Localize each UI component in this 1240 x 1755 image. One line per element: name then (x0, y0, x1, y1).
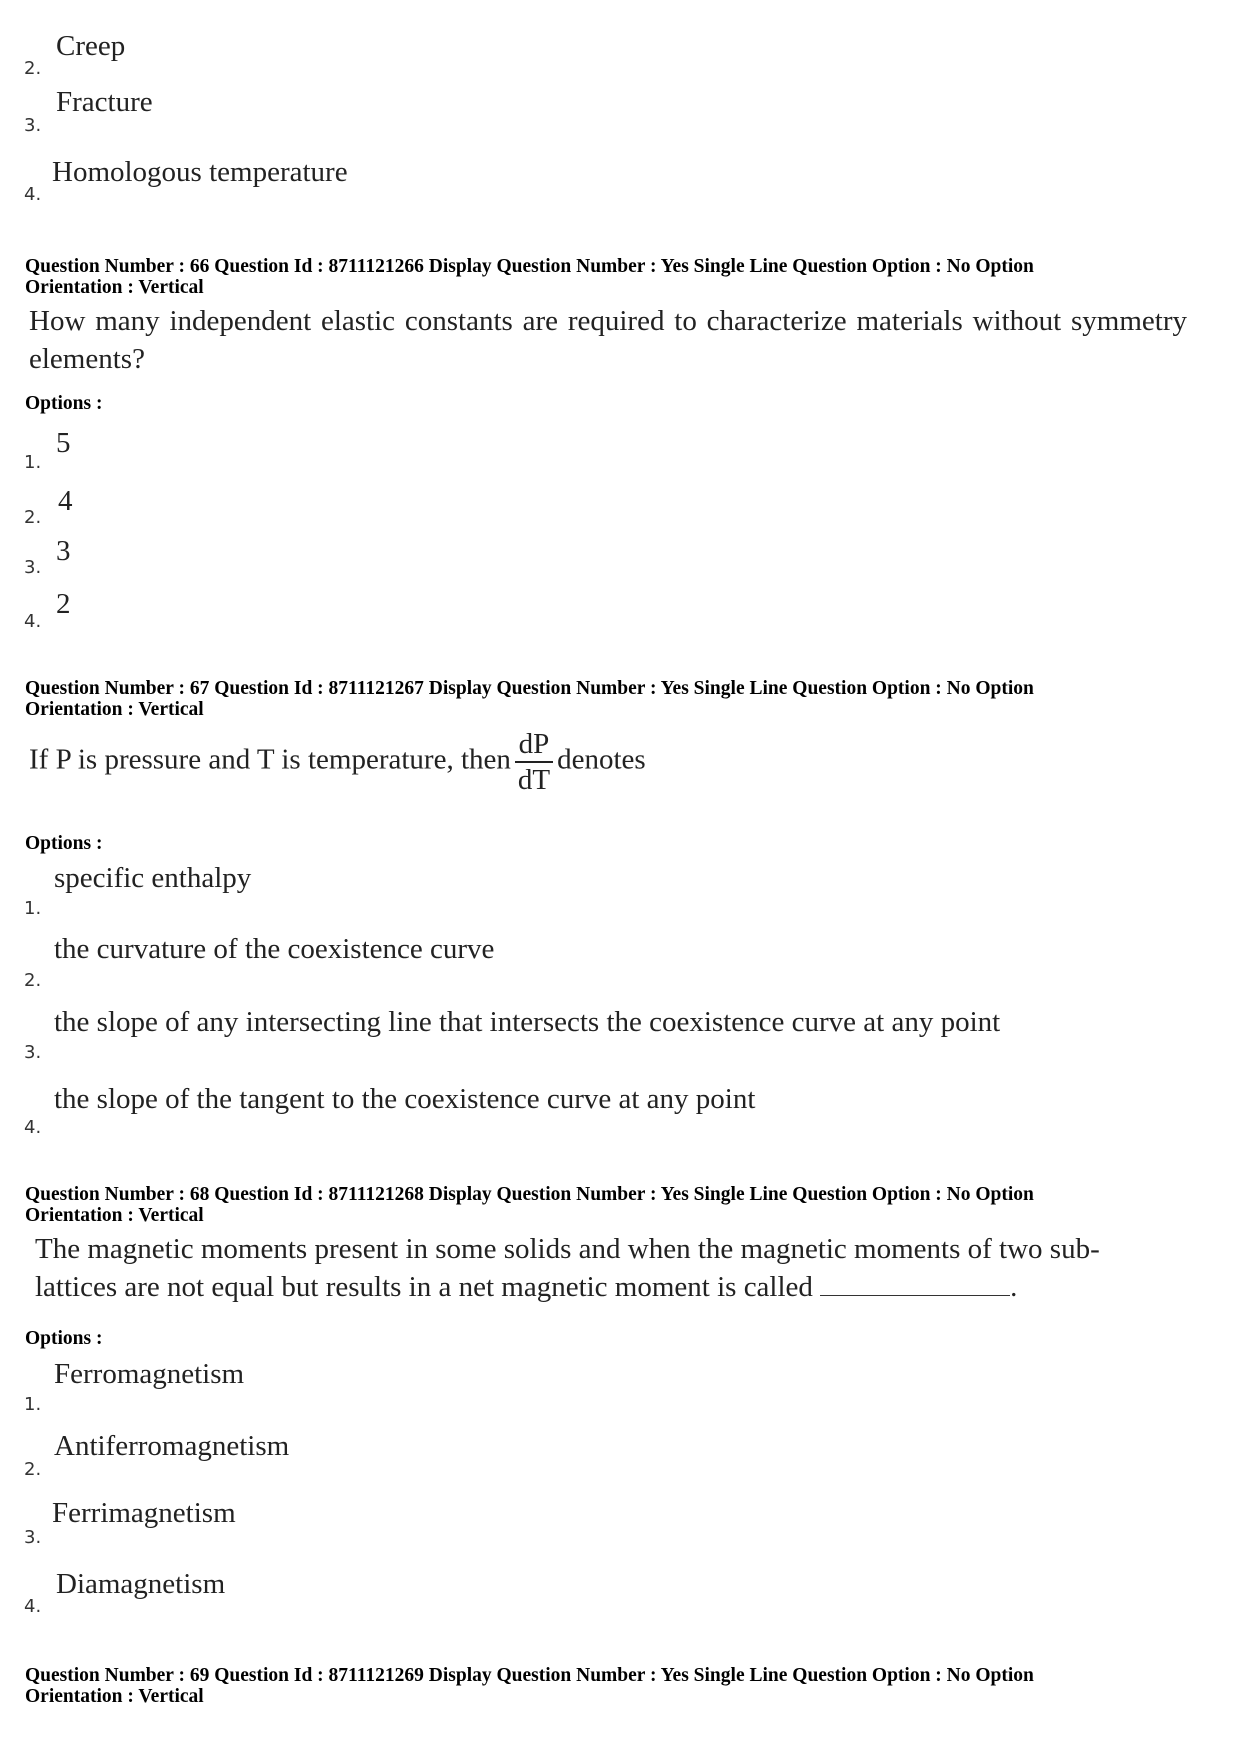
question-text: How many independent elastic constants are required to characterize materials without symmetry elements? (29, 305, 1187, 375)
question-meta-orientation: Orientation : Vertical (25, 699, 204, 720)
option-number: 4. (24, 1596, 42, 1617)
option-text: Ferrimagnetism (52, 1497, 236, 1529)
option-number: 1. (24, 1394, 42, 1415)
question-text (29, 727, 646, 797)
question-text-line2 (35, 1268, 1017, 1306)
question-meta-orientation: Orientation : Vertical (25, 277, 204, 298)
option-text: the curvature of the coexistence curve (54, 933, 495, 965)
question-meta: Question Number : 69 Question Id : 8711121269 Display Question Number : Yes Single Line Question Option : No Option (25, 1665, 1034, 1686)
question-text-after: denotes (557, 743, 646, 776)
question-text-line1: The magnetic moments present in some solids and when the magnetic moments of two sub- (35, 1233, 1100, 1265)
option-number: 2. (24, 970, 42, 991)
option-text: Creep (56, 30, 126, 62)
question-text-line2-words: lattices are not equal but results in a net magnetic moment is called (35, 1271, 813, 1303)
option-text: Antiferromagnetism (54, 1430, 290, 1462)
option-number: 3. (24, 557, 42, 578)
question-meta: Question Number : 67 Question Id : 8711121267 Display Question Number : Yes Single Line Question Option : No Option (25, 678, 1034, 699)
option-text: 2 (56, 588, 71, 620)
option-number: 4. (24, 184, 42, 205)
option-text: 5 (56, 427, 71, 459)
option-text: the slope of any intersecting line that intersects the coexistence curve at any point (54, 1006, 1001, 1038)
question-text-before: If P is pressure and T is temperature, then (29, 743, 511, 776)
fraction-numerator: dP (515, 727, 553, 763)
option-text: Ferromagnetism (54, 1358, 245, 1390)
option-number: 3. (24, 1042, 42, 1063)
question-meta: Question Number : 68 Question Id : 8711121268 Display Question Number : Yes Single Line Question Option : No Option (25, 1184, 1034, 1205)
fraction-dp-dt (515, 727, 553, 797)
question-meta-orientation: Orientation : Vertical (25, 1686, 204, 1707)
option-text: 3 (56, 535, 71, 567)
option-text: Homologous temperature (52, 156, 348, 188)
question-meta-orientation: Orientation : Vertical (25, 1205, 204, 1226)
question-text-end: . (1010, 1271, 1018, 1303)
option-text: 4 (58, 485, 73, 517)
option-number: 2. (24, 58, 42, 79)
option-text: Diamagnetism (56, 1568, 226, 1600)
options-label: Options : (25, 833, 103, 854)
option-number: 3. (24, 115, 42, 136)
options-label: Options : (25, 1328, 103, 1349)
option-number: 1. (24, 452, 42, 473)
option-text: Fracture (56, 86, 153, 118)
fraction-denominator: dT (517, 764, 551, 796)
answer-blank (820, 1269, 1010, 1296)
option-text: the slope of the tangent to the coexistence curve at any point (54, 1083, 756, 1115)
option-number: 2. (24, 507, 42, 528)
option-number: 2. (24, 1459, 42, 1480)
option-number: 3. (24, 1527, 42, 1548)
question-meta: Question Number : 66 Question Id : 8711121266 Display Question Number : Yes Single Line Question Option : No Option (25, 256, 1034, 277)
option-text: specific enthalpy (54, 862, 252, 894)
option-number: 4. (24, 1117, 42, 1138)
option-number: 4. (24, 611, 42, 632)
options-label: Options : (25, 393, 103, 414)
option-number: 1. (24, 898, 42, 919)
